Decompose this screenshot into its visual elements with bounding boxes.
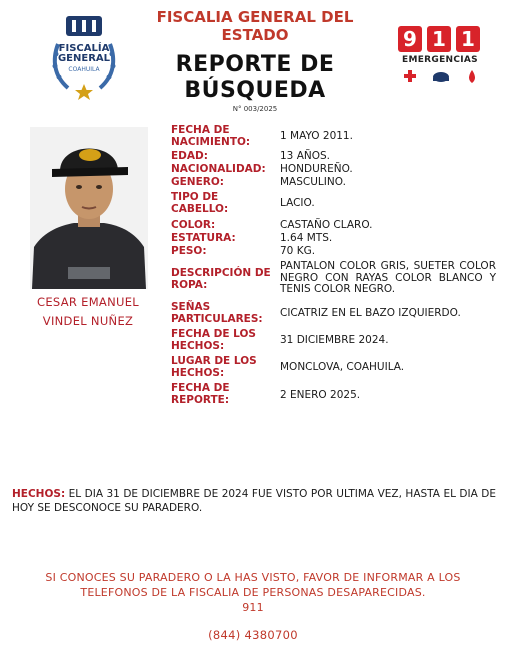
report-title (150, 52, 360, 104)
field-value: CICATRIZ EN EL BAZO IZQUIERDO. (280, 307, 461, 319)
badge-digit-3: 1 (456, 26, 480, 52)
field-label: FECHA DE NACIMIENTO: (171, 124, 251, 148)
agency-name (140, 8, 370, 44)
contact-message (16, 570, 490, 615)
field-label: LUGAR DE LOS HECHOS: (171, 355, 257, 379)
field-label: COLOR: (171, 219, 216, 231)
events-label: HECHOS: (12, 488, 66, 500)
agency-name-line1: FISCALIA GENERAL DEL (156, 8, 354, 26)
agency-name-line2: ESTADO (221, 26, 289, 44)
emergency-911-badge (398, 26, 482, 86)
field-value: HONDUREÑO. (280, 163, 353, 175)
logo-line1: FISCALÍA (58, 43, 110, 54)
field-label: TIPO DE CABELLO: (171, 191, 229, 215)
field-value: LACIO. (280, 197, 315, 209)
events-paragraph (12, 487, 496, 515)
badge-label: EMERGENCIAS (402, 55, 478, 65)
field-label: EDAD: (171, 150, 208, 162)
field-value: 2 ENERO 2025. (280, 389, 361, 401)
field-value: MASCULINO. (280, 176, 346, 188)
field-value: 70 KG. (280, 245, 316, 257)
field-label: ESTATURA: (171, 232, 236, 244)
field-label: FECHA DE LOS HECHOS: (171, 328, 256, 352)
field-value: MONCLOVA, COAHUILA. (280, 361, 405, 373)
report-number: N° 003/2025 (232, 105, 278, 113)
person-portrait-icon (30, 127, 148, 289)
field-label: FECHA DE REPORTE: (171, 382, 230, 406)
logo-line3: COAHUILA (68, 66, 100, 73)
contact-phone: (844) 4380700 (208, 628, 298, 642)
logo-line2: GENERAL (57, 53, 111, 64)
person-name-line1: CESAR EMANUEL (37, 295, 139, 309)
events-text: EL DIA 31 DE DICIEMBRE DE 2024 FUE VISTO POR ULTIMA VEZ, HASTA EL DIA DE HOY SE DESCONOCE SU PARADERO. (12, 488, 497, 514)
field-value: 1.64 MTS. (280, 232, 333, 244)
person-name (18, 293, 158, 331)
field-label: NACIONALIDAD: (171, 163, 266, 175)
field-value: CASTAÑO CLARO. (280, 219, 373, 231)
field-label: DESCRIPCIÓN DE ROPA: (171, 267, 271, 291)
agency-logo (48, 14, 120, 100)
field-value: 13 AÑOS. (280, 150, 331, 162)
field-label: GENERO: (171, 176, 224, 188)
field-value: 31 DICIEMBRE 2024. (280, 334, 389, 346)
badge-digit-1: 9 (398, 26, 422, 52)
badge-digit-2: 1 (427, 26, 451, 52)
emergency-services-icon (404, 68, 478, 84)
field-value: PANTALON COLOR GRIS, SUETER COLOR NEGRO CON RAYAS COLOR BLANCO Y TENIS COLOR NEGRO. (280, 260, 496, 295)
missing-person-photo (30, 127, 148, 289)
report-title-line2: BÚSQUEDA (184, 78, 326, 103)
report-title-line1: REPORTE DE (175, 52, 335, 77)
field-label: PESO: (171, 245, 207, 257)
field-label: SEÑAS PARTICULARES: (171, 301, 263, 325)
contact-message-text: SI CONOCES SU PARADERO O LA HAS VISTO, FAVOR DE INFORMAR A LOS TELEFONOS DE LA FISCALIA DE PERSONAS DESAPARECIDAS. (45, 571, 461, 599)
person-name-line2: VINDEL NUÑEZ (42, 314, 134, 328)
emergency-number: 911 (242, 601, 264, 614)
field-value: 1 MAYO 2011. (280, 130, 353, 142)
